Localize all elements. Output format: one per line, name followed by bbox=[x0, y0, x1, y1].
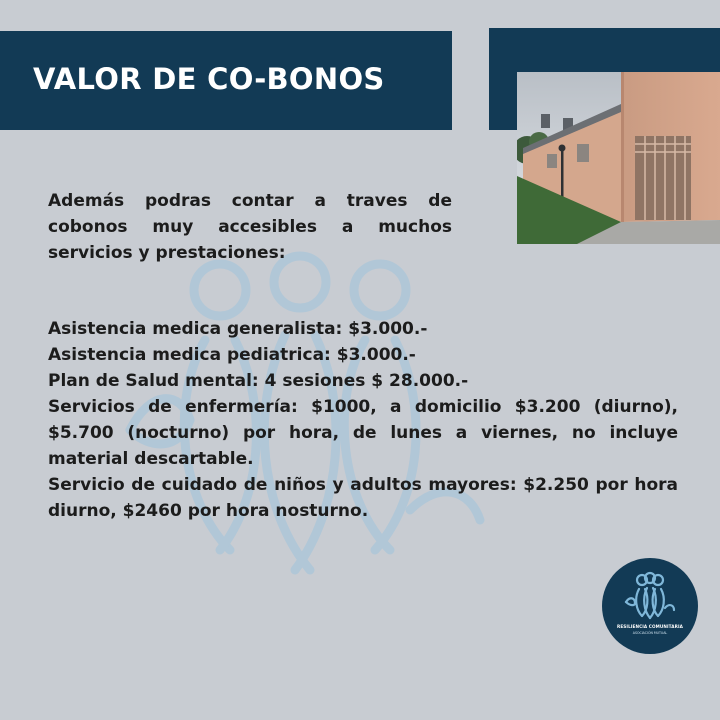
building-photo-illustration bbox=[517, 72, 720, 244]
service-item-care: Servicio de cuidado de niños y adultos mayores: $2.250 por hora diurno, $2460 por hora nosturno. bbox=[48, 475, 678, 521]
service-item-pediatrics: Asistencia medica pediatrica: $3.000.- bbox=[48, 345, 416, 365]
family-logo-icon bbox=[602, 558, 698, 654]
service-item-nursing: Servicios de enfermería: $1000, a domicilio $3.200 (diurno), $5.700 (nocturno) por hora, de lunes a viernes, no incluye material descartable. bbox=[48, 397, 678, 469]
logo-subtitle: ASOCIACIÓN MUTUAL bbox=[632, 631, 668, 635]
service-item-general-medicine: Asistencia medica generalista: $3.000.- bbox=[48, 319, 428, 339]
service-item-mental-health: Plan de Salud mental: 4 sesiones $ 28.000.- bbox=[48, 371, 469, 391]
building-photo bbox=[517, 72, 720, 244]
logo-name: RESILIENCIA COMUNITARIA bbox=[617, 624, 683, 629]
intro-paragraph: Además podras contar a traves de cobonos muy accesibles a muchos servicios y prestaciones: bbox=[48, 191, 452, 263]
organization-logo bbox=[602, 558, 698, 654]
services-list bbox=[48, 316, 678, 524]
page-title: VALOR DE CO-BONOS bbox=[33, 62, 385, 96]
